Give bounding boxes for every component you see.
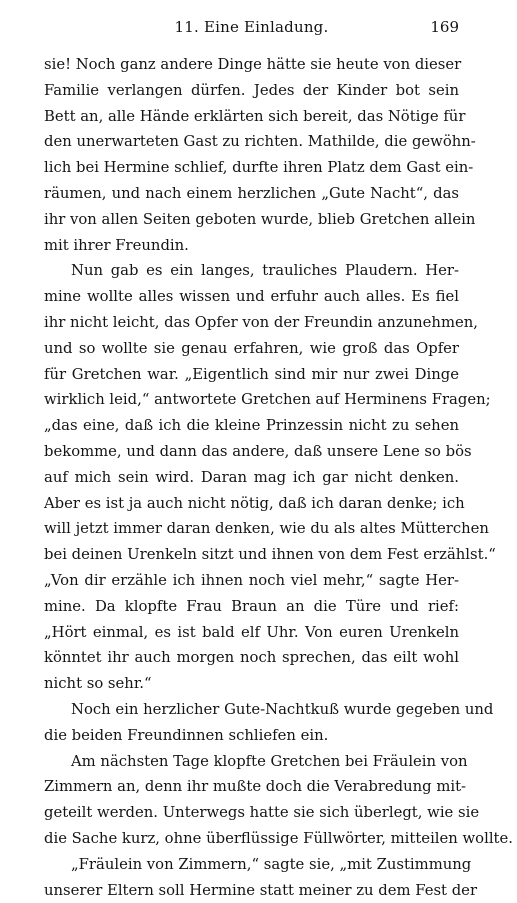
page-number: 169 bbox=[430, 18, 459, 36]
text-line: unserer Eltern soll Hermine statt meiner zu dem Fest der bbox=[44, 878, 459, 903]
text-line: „das eine, daß ich die kleine Prinzessin nicht zu sehen bbox=[44, 413, 459, 439]
text-line: ihr von allen Seiten geboten wurde, blieb Gretchen allein bbox=[44, 207, 459, 233]
text-line: die Sache kurz, ohne überflüssige Füllwörter, mitteilen wollte. bbox=[44, 826, 459, 852]
text-line: sie! Noch ganz andere Dinge hätte sie heute von dieser bbox=[44, 52, 459, 78]
text-line: mine. Da klopfte Frau Braun an die Türe und rief: bbox=[44, 594, 459, 620]
text-line: Am nächsten Tage klopfte Gretchen bei Fräulein von bbox=[44, 749, 459, 775]
text-line: und so wollte sie genau erfahren, wie groß das Opfer bbox=[44, 336, 459, 362]
text-line: mit ihrer Freundin. bbox=[44, 233, 459, 259]
text-line: mine wollte alles wissen und erfuhr auch alles. Es fiel bbox=[44, 284, 459, 310]
page-header bbox=[44, 18, 459, 44]
text-line: ihr nicht leicht, das Opfer von der Freundin anzunehmen, bbox=[44, 310, 459, 336]
text-line: Nun gab es ein langes, trauliches Plaudern. Her- bbox=[44, 258, 459, 284]
text-line: Familie verlangen dürfen. Jedes der Kinder bot sein bbox=[44, 78, 459, 104]
running-title: 11. Eine Einladung. bbox=[44, 18, 459, 36]
text-line: „Von dir erzähle ich ihnen noch viel mehr,“ sagte Her- bbox=[44, 568, 459, 594]
text-line: Bett an, alle Hände erklärten sich bereit, das Nötige für bbox=[44, 104, 459, 130]
text-line: bekomme, und dann das andere, daß unsere Lene so bös bbox=[44, 439, 459, 465]
text-line: bei deinen Urenkeln sitzt und ihnen von dem Fest erzählst.“ bbox=[44, 542, 459, 568]
body-text bbox=[44, 52, 459, 903]
text-line: „Fräulein von Zimmern,“ sagte sie, „mit Zustimmung bbox=[44, 852, 459, 878]
text-line: räumen, und nach einem herzlichen „Gute Nacht“, das bbox=[44, 181, 459, 207]
text-line: für Gretchen war. „Eigentlich sind mir nur zwei Dinge bbox=[44, 362, 459, 388]
text-line: Noch ein herzlicher Gute-Nachtkuß wurde gegeben und bbox=[44, 697, 459, 723]
text-line: die beiden Freundinnen schliefen ein. bbox=[44, 723, 459, 749]
text-line: nicht so sehr.“ bbox=[44, 671, 459, 697]
text-line: Aber es ist ja auch nicht nötig, daß ich daran denke; ich bbox=[44, 491, 459, 517]
text-line: lich bei Hermine schlief, durfte ihren Platz dem Gast ein- bbox=[44, 155, 459, 181]
text-line: den unerwarteten Gast zu richten. Mathilde, die gewöhn- bbox=[44, 129, 459, 155]
text-line: wirklich leid,“ antwortete Gretchen auf Herminens Fragen; bbox=[44, 387, 459, 413]
text-line: auf mich sein wird. Daran mag ich gar nicht denken. bbox=[44, 465, 459, 491]
text-line: könntet ihr auch morgen noch sprechen, das eilt wohl bbox=[44, 645, 459, 671]
text-line: will jetzt immer daran denken, wie du als altes Mütterchen bbox=[44, 516, 459, 542]
text-line: Zimmern an, denn ihr mußte doch die Verabredung mit- bbox=[44, 774, 459, 800]
text-line: geteilt werden. Unterwegs hatte sie sich überlegt, wie sie bbox=[44, 800, 459, 826]
text-line: „Hört einmal, es ist bald elf Uhr. Von euren Urenkeln bbox=[44, 620, 459, 646]
